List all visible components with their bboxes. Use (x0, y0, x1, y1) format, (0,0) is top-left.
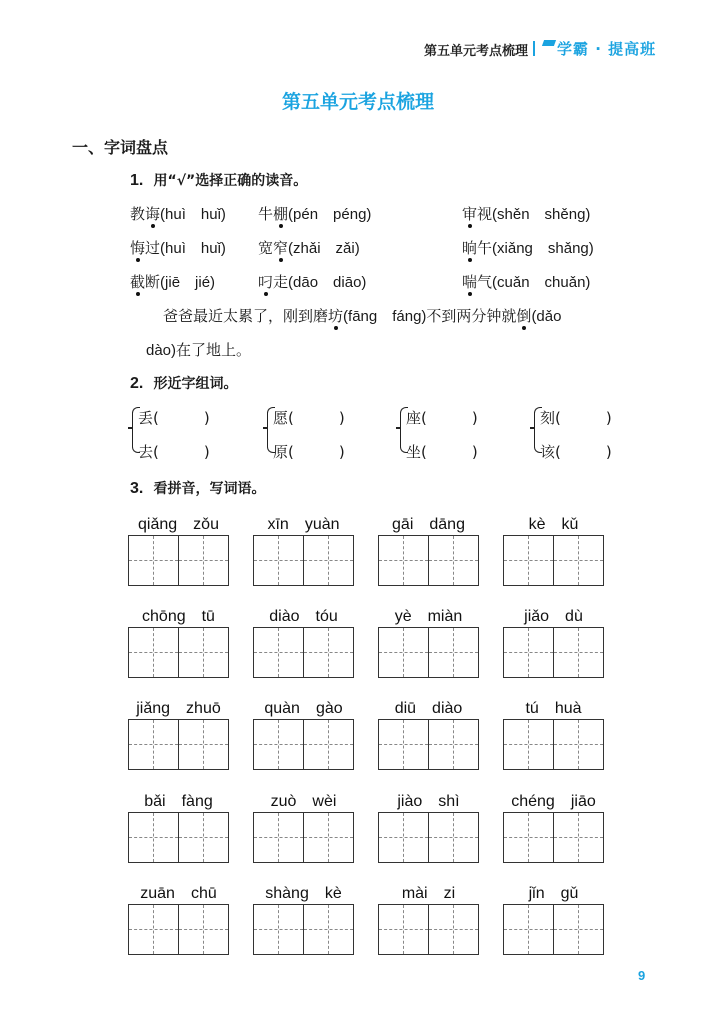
tianzige-box[interactable] (378, 535, 479, 586)
dotted-char: 喘 (462, 273, 478, 291)
question-prompt: 用“√”选择正确的读音。 (153, 173, 308, 189)
pinyin-prompt: yè miàn (394, 608, 463, 625)
writing-cell[interactable] (428, 905, 478, 954)
sentence-options: (fāng fáng)不到两分钟就 (343, 308, 517, 325)
reading-item (130, 203, 226, 224)
word-group-blank[interactable]: 原( ) (273, 443, 345, 461)
pronunciation-options[interactable]: (huì huǐ) (160, 240, 226, 257)
pinyin-prompt: jiǎo dù (524, 608, 583, 625)
reading-item (462, 271, 590, 292)
writing-cell[interactable] (428, 720, 478, 769)
sentence-continuation: dào)在了地上。 (146, 342, 252, 359)
tianzige-box[interactable] (253, 535, 354, 586)
pinyin-prompt: zuān chū (140, 885, 217, 902)
pinyin-prompt: tú huà (525, 700, 582, 717)
tianzige-box[interactable] (503, 904, 604, 955)
question-2-heading (130, 373, 238, 393)
section-heading: 一、字词盘点 (72, 138, 169, 157)
dotted-char: 窄 (273, 239, 289, 257)
tianzige-box[interactable] (128, 535, 229, 586)
pinyin-prompt: chōng tū (142, 608, 215, 625)
question-number: 3. (130, 480, 144, 497)
writing-cell[interactable] (553, 628, 603, 677)
tianzige-box[interactable] (378, 719, 479, 770)
pinyin-prompt: quàn gào (264, 700, 343, 717)
page-title: 第五单元考点梳理 (281, 91, 434, 113)
writing-cell[interactable] (303, 628, 353, 677)
word-char: 过 (145, 239, 161, 257)
reading-item (130, 237, 226, 258)
dotted-char: 坊 (328, 307, 344, 325)
pinyin-prompt: jiào shì (397, 793, 460, 810)
word-char: 宽 (258, 239, 274, 257)
writing-cell[interactable] (254, 905, 303, 954)
dotted-char: 倒 (516, 307, 532, 325)
writing-cell[interactable] (303, 536, 353, 585)
dotted-char: 晌 (462, 239, 478, 257)
dotted-char: 悔 (130, 239, 146, 257)
writing-cell[interactable] (504, 905, 553, 954)
reading-item (130, 271, 215, 292)
tianzige-box[interactable] (503, 812, 604, 863)
tianzige-box[interactable] (503, 719, 604, 770)
word-group-blank[interactable]: 去( ) (138, 443, 210, 461)
pinyin-prompt: qiǎng zǒu (138, 516, 219, 533)
word-group-blank[interactable]: 刻( ) (540, 409, 612, 427)
dotted-char: 棚 (273, 205, 289, 223)
word-char: 走 (273, 273, 289, 291)
pinyin-prompt: gāi dāng (392, 516, 465, 533)
writing-cell[interactable] (254, 536, 303, 585)
tianzige-box[interactable] (128, 719, 229, 770)
question-number: 2. (130, 375, 144, 392)
writing-cell[interactable] (303, 905, 353, 954)
question-3-heading (130, 478, 266, 498)
writing-cell[interactable] (428, 813, 478, 862)
writing-cell[interactable] (178, 905, 228, 954)
brand-text: 学霸 · 提高班 (557, 40, 657, 58)
word-char: 气 (477, 273, 493, 291)
header-divider (533, 41, 535, 56)
pinyin-prompt: kè kǔ (528, 516, 579, 533)
writing-cell[interactable] (178, 813, 228, 862)
writing-cell[interactable] (129, 813, 178, 862)
tianzige-box[interactable] (253, 719, 354, 770)
word-char: 午 (477, 239, 493, 257)
writing-cell[interactable] (129, 628, 178, 677)
pinyin-prompt: bǎi fàng (144, 793, 213, 810)
writing-cell[interactable] (254, 628, 303, 677)
word-group-blank[interactable]: 丢( ) (138, 409, 210, 427)
tianzige-box[interactable] (128, 904, 229, 955)
word-char: 教 (130, 205, 146, 223)
writing-cell[interactable] (178, 536, 228, 585)
pronunciation-options[interactable]: (xiǎng shǎng) (492, 240, 594, 257)
reading-item (462, 237, 594, 258)
writing-cell[interactable] (254, 813, 303, 862)
pronunciation-options[interactable]: (pén péng) (288, 206, 372, 223)
writing-cell[interactable] (254, 720, 303, 769)
tianzige-box[interactable] (128, 627, 229, 678)
writing-cell[interactable] (379, 536, 428, 585)
reading-item (258, 237, 360, 258)
writing-cell[interactable] (504, 628, 553, 677)
pronunciation-options[interactable]: (huì huǐ) (160, 206, 226, 223)
dotted-char: 诲 (145, 205, 161, 223)
graduation-cap-icon (542, 40, 556, 46)
word-char: 视 (477, 205, 493, 223)
header-unit-title: 第五单元考点梳理 (424, 44, 529, 59)
word-group-blank[interactable]: 坐( ) (406, 443, 478, 461)
tianzige-box[interactable] (253, 904, 354, 955)
tianzige-box[interactable] (128, 812, 229, 863)
question-number: 1. (130, 172, 144, 189)
word-char: 断 (145, 273, 161, 291)
pinyin-prompt: jiǎng zhuō (136, 700, 221, 717)
writing-cell[interactable] (504, 536, 553, 585)
word-char: 牛 (258, 205, 274, 223)
writing-cell[interactable] (379, 905, 428, 954)
pinyin-prompt: diào tóu (269, 608, 338, 625)
tianzige-box[interactable] (503, 627, 604, 678)
pronunciation-options[interactable]: (zhǎi zǎi) (288, 240, 360, 257)
writing-cell[interactable] (553, 813, 603, 862)
word-group-blank[interactable]: 座( ) (406, 409, 478, 427)
pronunciation-options[interactable]: (cuǎn chuǎn) (492, 274, 591, 291)
tianzige-box[interactable] (378, 812, 479, 863)
word-group-blank[interactable]: 愿( ) (273, 409, 345, 427)
sentence-line-2 (146, 339, 251, 360)
question-1-heading (130, 170, 307, 190)
writing-cell[interactable] (303, 720, 353, 769)
question-prompt: 看拼音，写词语。 (153, 481, 266, 497)
pinyin-prompt: xīn yuàn (267, 516, 340, 533)
sentence-line-1 (163, 305, 561, 326)
question-prompt: 形近字组词。 (153, 376, 238, 392)
pinyin-prompt: diū diào (394, 700, 463, 717)
writing-cell[interactable] (504, 720, 553, 769)
pinyin-prompt: shàng kè (265, 885, 342, 902)
writing-cell[interactable] (379, 628, 428, 677)
tianzige-box[interactable] (503, 535, 604, 586)
page-number: 9 (638, 968, 646, 983)
reading-item (462, 203, 590, 224)
writing-cell[interactable] (379, 813, 428, 862)
writing-cell[interactable] (428, 628, 478, 677)
dotted-char: 审 (462, 205, 478, 223)
writing-cell[interactable] (428, 536, 478, 585)
header-brand (543, 38, 656, 59)
pronunciation-options[interactable]: (jiē jié) (160, 274, 216, 291)
writing-cell[interactable] (178, 628, 228, 677)
tianzige-box[interactable] (378, 627, 479, 678)
dotted-char: 叼 (258, 273, 274, 291)
writing-cell[interactable] (129, 720, 178, 769)
pinyin-prompt: jǐn gǔ (528, 885, 579, 902)
tianzige-box[interactable] (253, 627, 354, 678)
pinyin-prompt: chéng jiāo (511, 793, 596, 810)
writing-cell[interactable] (303, 813, 353, 862)
tianzige-box[interactable] (253, 812, 354, 863)
reading-item (258, 203, 371, 224)
pinyin-prompt: zuò wèi (270, 793, 337, 810)
pinyin-prompt: mài zi (401, 885, 456, 902)
tianzige-box[interactable] (378, 904, 479, 955)
word-group-blank[interactable]: 该( ) (540, 443, 612, 461)
writing-cell[interactable] (553, 905, 603, 954)
sentence-options: (dǎo (531, 308, 562, 325)
writing-cell[interactable] (178, 720, 228, 769)
reading-item (258, 271, 366, 292)
writing-cell[interactable] (553, 536, 603, 585)
writing-cell[interactable] (129, 536, 178, 585)
writing-cell[interactable] (129, 905, 178, 954)
pronunciation-options[interactable]: (dāo diāo) (288, 274, 367, 291)
sentence-text: 爸爸最近太累了，刚到磨 (163, 307, 329, 325)
writing-cell[interactable] (504, 813, 553, 862)
pronunciation-options[interactable]: (shěn shěng) (492, 206, 591, 223)
dotted-char: 截 (130, 273, 146, 291)
writing-cell[interactable] (379, 720, 428, 769)
writing-cell[interactable] (553, 720, 603, 769)
